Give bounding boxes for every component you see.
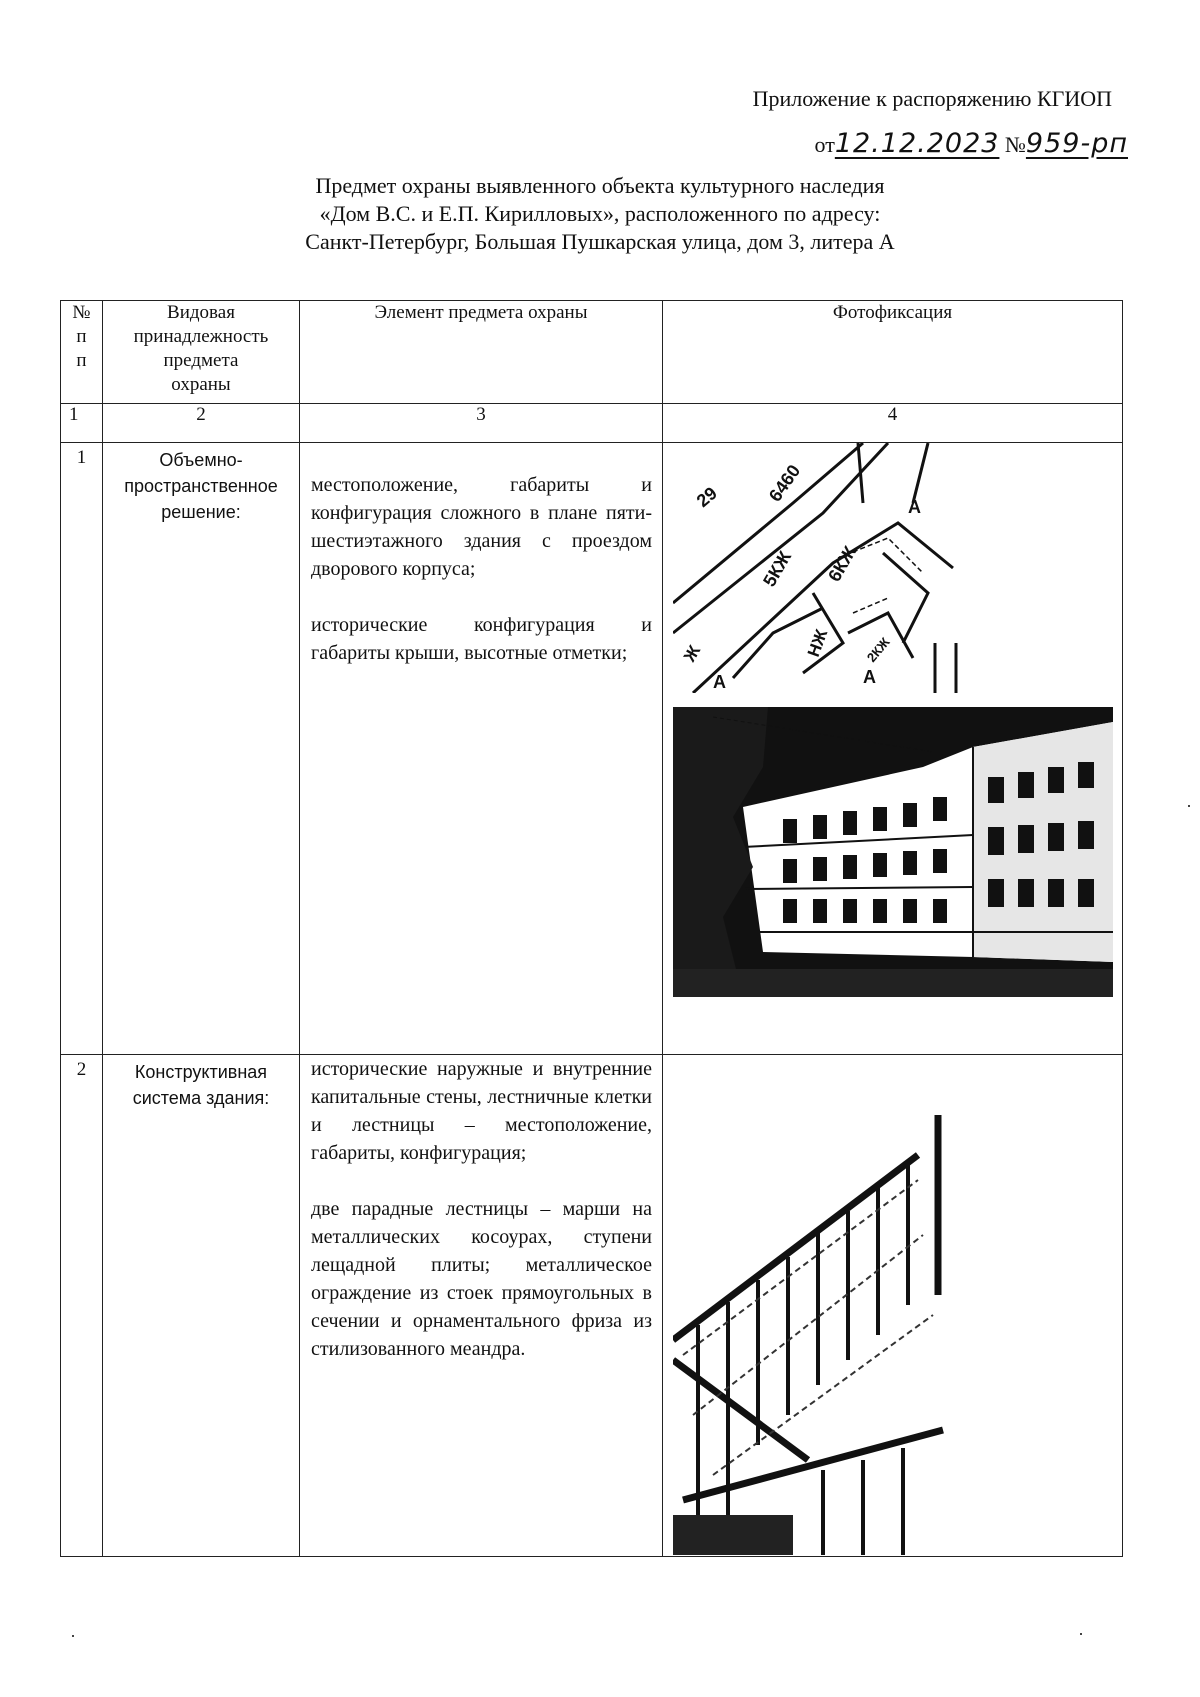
site-plan-image (673, 443, 963, 693)
order-prefix: от (814, 132, 835, 157)
title-line-3: Санкт-Петербург, Большая Пушкарская улица, дом 3, литера А (305, 229, 895, 254)
map-label: А (908, 497, 921, 517)
order-reference (815, 128, 1129, 159)
description-paragraph: исторические наружные и внутренние капитальные стены, лестничные клетки и лестницы – местоположение, габариты, конфигурация; (311, 1058, 652, 1164)
description-paragraph: местоположение, габариты и конфигурация сложного в плане пяти- шестиэтажного здания с проездом дворового корпуса; (311, 474, 652, 580)
map-label: Ж (680, 642, 705, 665)
order-date: 12.12.2023 (834, 128, 1000, 159)
row-description (300, 1055, 663, 1557)
row-description (300, 443, 663, 1055)
row-number: 1 (61, 443, 103, 1055)
header-num-line: № (72, 302, 91, 323)
header-kind-line: Видовая (167, 302, 235, 323)
header-photo: Фотофиксация (663, 301, 1123, 404)
column-index-row (61, 404, 1123, 443)
description-paragraph: две парадные лестницы – марши на металлических косоурах, ступени лещадной плиты; металлическое ограждение из стоек прямоугольных в сечении и орнаментального фриза из стилизованного меандра. (311, 1198, 652, 1360)
column-index: 2 (103, 404, 300, 443)
header-kind-line: принадлежность (133, 326, 269, 347)
map-label: А (863, 667, 876, 687)
row-kind-line: система здания: (132, 1088, 270, 1108)
row-kind (103, 1055, 300, 1557)
scan-speck (72, 1635, 74, 1637)
header-element: Элемент предмета охраны (300, 301, 663, 404)
row-kind (103, 443, 300, 1055)
column-index: 3 (300, 404, 663, 443)
header-kind-line: предмета (163, 350, 239, 371)
map-label: НЖ (803, 626, 832, 660)
table-row (61, 443, 1123, 1055)
title-line-2: «Дом В.С. и Е.П. Кирилловых», расположенного по адресу: (319, 201, 881, 226)
row-photos (663, 443, 1123, 1055)
protection-table (60, 300, 1123, 1557)
scan-speck (1188, 805, 1190, 807)
header-kind (103, 301, 300, 404)
table-header-row (61, 301, 1123, 404)
title-line-1: Предмет охраны выявленного объекта культурного наследия (315, 173, 885, 198)
column-index: 4 (663, 404, 1123, 443)
row-photos (663, 1055, 1123, 1557)
row-kind-line: Объемно- (159, 450, 243, 470)
annex-heading: Приложение к распоряжению КГИОП (752, 86, 1112, 111)
column-index: 1 (61, 404, 103, 443)
row-kind-line: решение: (161, 502, 241, 522)
row-kind-line: Конструктивная (134, 1062, 268, 1082)
row-kind-line: пространственное (124, 476, 278, 496)
document-title (160, 172, 1040, 256)
header-num-line: п (76, 326, 87, 347)
header-kind-line: охраны (171, 374, 231, 395)
table-row (61, 1055, 1123, 1557)
order-number: 959-рп (1025, 128, 1128, 159)
row-number: 2 (61, 1055, 103, 1557)
building-facade-photo (673, 707, 1113, 997)
scan-speck (1080, 1633, 1082, 1635)
map-label: А (713, 672, 726, 692)
map-label: 2КЖ (863, 634, 893, 665)
map-label: 6460 (764, 461, 805, 506)
order-number-label: № (1004, 132, 1026, 157)
map-label: 29 (692, 482, 721, 512)
map-label: 6КЖ (824, 542, 861, 585)
staircase-photo (673, 1115, 963, 1555)
map-label: 5КЖ (759, 547, 796, 590)
header-num (61, 301, 103, 404)
header-num-line: п (76, 350, 87, 371)
description-paragraph: исторические конфигурация и габариты крыши, высотные отметки; (311, 614, 652, 664)
